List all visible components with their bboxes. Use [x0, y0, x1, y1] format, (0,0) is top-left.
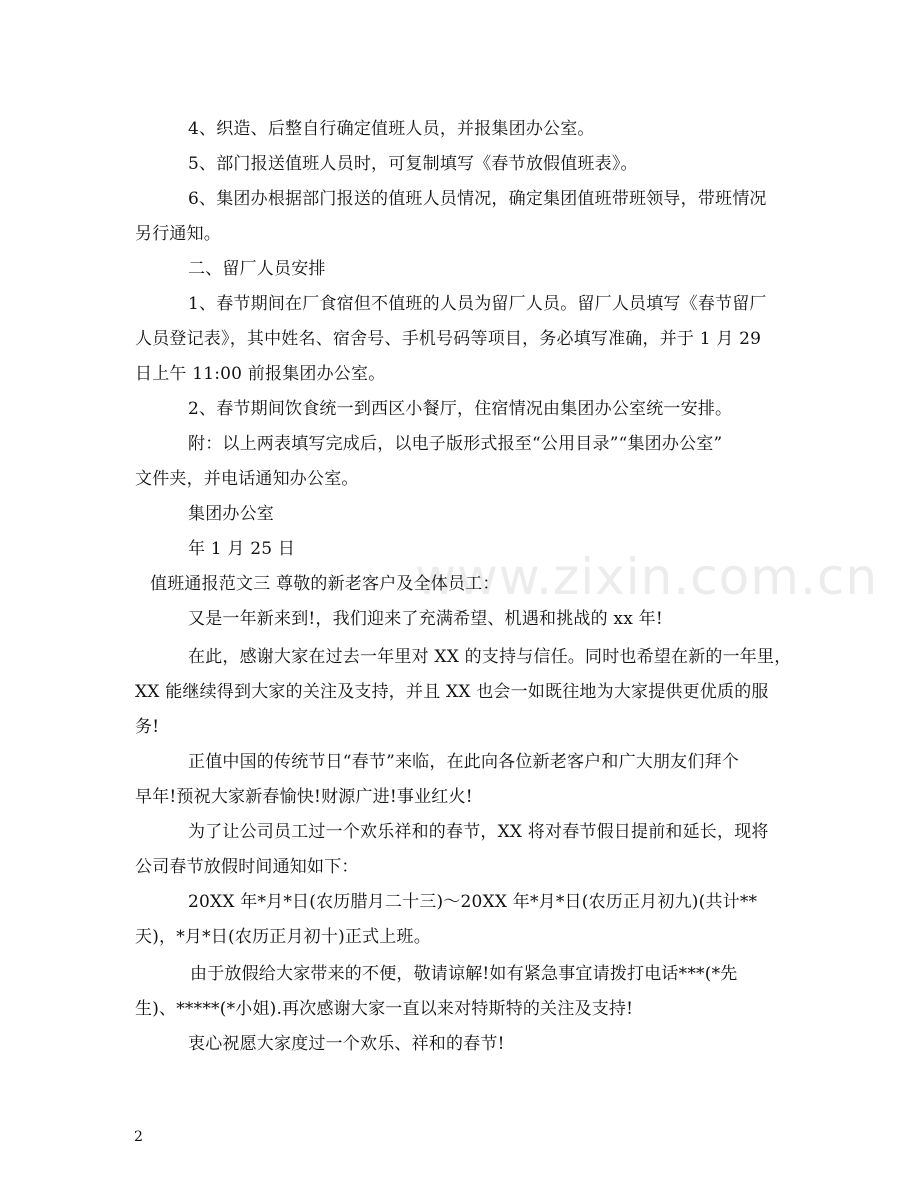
paragraph-line: 5、部门报送值班人员时，可复制填写《春节放假值班表》。	[188, 154, 638, 174]
paragraph-line: 人员登记表》，其中姓名、宿舍号、手机号码等项目，务必填写准确，并于 1 月 29	[135, 329, 762, 349]
paragraph-line: 1、春节期间在厂食宿但不值班的人员为留厂人员。留厂人员填写《春节留厂	[188, 294, 767, 314]
paragraph-line: 附：以上两表填写完成后，以电子版形式报至“公用目录”“集团办公室”	[188, 434, 723, 454]
paragraph-line: 早年!预祝大家新春愉快!财源广进!事业红火!	[135, 787, 473, 807]
paragraph-line: 另行通知。	[135, 224, 221, 244]
paragraph-line: 在此，感谢大家在过去一年里对 XX 的支持与信任。同时也希望在新的一年里，	[188, 647, 792, 667]
paragraph-line: 20XX 年*月*日(农历腊月二十三)～20XX 年*月*日(农历正月初九)(共计**	[188, 892, 758, 912]
paragraph-line: 天)，*月*日(农历正月初十)正式上班。	[135, 927, 431, 947]
date-line: 年 1 月 25 日	[188, 539, 296, 559]
paragraph-line: 由于放假给大家带来的不便，敬请谅解!如有紧急事宜请拨打电话***(*先	[190, 964, 738, 984]
page-number: 2	[134, 1129, 143, 1145]
section-heading: 二、留厂人员安排	[188, 259, 326, 279]
section-title: 值班通报范文三 尊敬的新老客户及全体员工：	[150, 574, 500, 594]
paragraph-line: 6、集团办根据部门报送的值班人员情况，确定集团值班带班领导，带班情况	[188, 189, 767, 209]
paragraph-line: 又是一年新来到!，我们迎来了充满希望、机遇和挑战的 xx 年!	[188, 609, 663, 629]
paragraph-line: 为了让公司员工过一个欢乐祥和的春节，XX 将对春节假日提前和延长，现将	[188, 822, 769, 842]
paragraph-line: 2、春节期间饮食统一到西区小餐厅，住宿情况由集团办公室统一安排。	[188, 399, 733, 419]
paragraph-line: 4、织造、后整自行确定值班人员，并报集团办公室。	[188, 119, 595, 139]
signature-line: 集团办公室	[188, 504, 274, 524]
paragraph-line: 公司春节放假时间通知如下：	[135, 857, 359, 877]
paragraph-line: 衷心祝愿大家度过一个欢乐、祥和的春节!	[188, 1034, 505, 1054]
paragraph-line: 正值中国的传统节日“春节”来临，在此向各位新老客户和广大朋友们拜个	[188, 752, 739, 772]
paragraph-line: 日上午 11:00 前报集团办公室。	[135, 364, 386, 384]
paragraph-line: 务!	[135, 717, 160, 737]
paragraph-line: XX 能继续得到大家的关注及支持，并且 XX 也会一如既往地为大家提供更优质的服	[135, 682, 769, 702]
watermark: www.zixin.com.cn	[415, 548, 879, 606]
paragraph-line: 文件夹，并电话通知办公室。	[135, 469, 359, 489]
paragraph-line: 生)、*****(*小姐).再次感谢大家一直以来对特斯特的关注及支持!	[135, 999, 634, 1019]
